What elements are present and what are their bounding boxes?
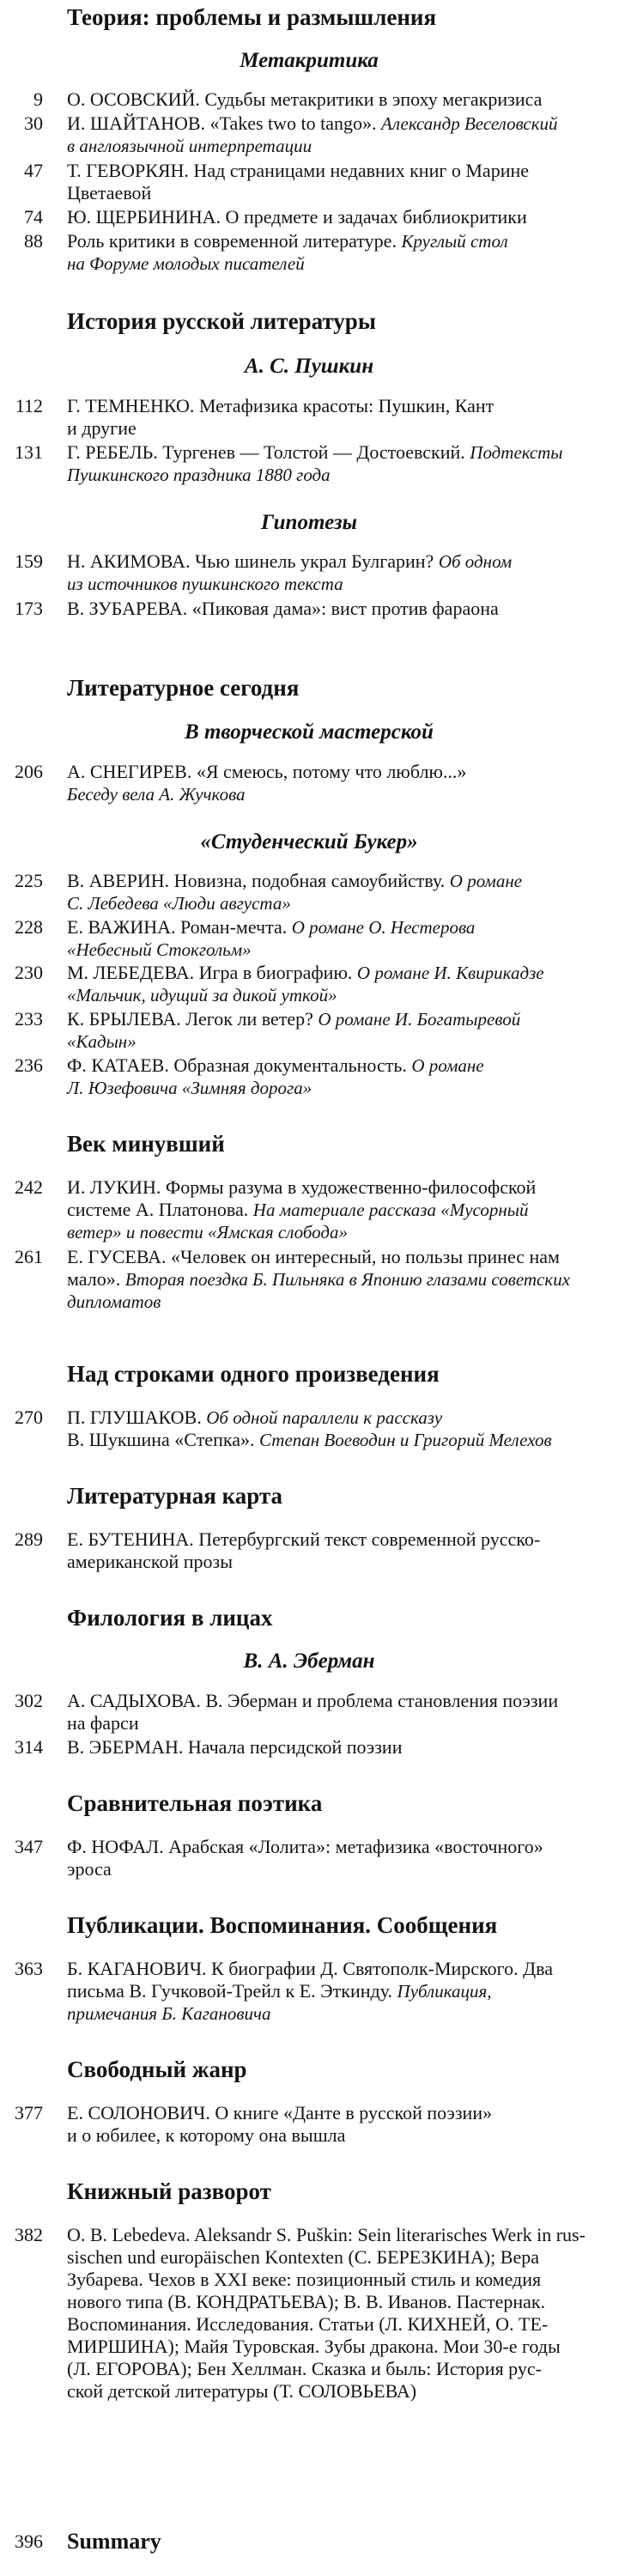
- entry-text: Ю. ЩЕРБИНИНА. О предмете и задачах библиокритики: [67, 206, 527, 228]
- page-number: 225: [15, 870, 43, 891]
- page-number: 396: [15, 2530, 43, 2552]
- section-title-today: Литературное сегодня: [67, 675, 300, 701]
- entry-text: А. СНЕГИРЕВ. «Я смеюсь, потому что люблю...» Беседу вела А. Жучкова: [67, 761, 467, 805]
- page-number: 382: [15, 2224, 43, 2245]
- entry-text: Н. АКИМОВА. Чью шинель украл Булгарин? Об одном из источников пушкинского текста: [67, 550, 513, 594]
- entry-text: Ф. КАТАЕВ. Образная документальность. О романе Л. Юзефовича «Зимняя дорога»: [67, 1054, 484, 1098]
- entry-text: В. ЭБЕРМАН. Начала персидской поэзии: [67, 1736, 403, 1758]
- page-number: 233: [15, 1008, 43, 1030]
- entry-text: М. ЛЕБЕДЕВА. Игра в биографию. О романе И. Квирикадзе «Мальчик, идущий за дикой уткой»: [67, 962, 544, 1005]
- entry-text: Т. ГЕВОРКЯН. Над страницами недавних книг о Марине Цветаевой: [67, 160, 530, 204]
- page-number: 159: [15, 550, 43, 572]
- entry-text: Е. БУТЕНИНА. Петербургский текст современной русско- американской прозы: [67, 1528, 541, 1572]
- page-number: 347: [15, 1836, 43, 1857]
- subsection-title-workshop: В творческой мастерской: [185, 720, 434, 744]
- section-title-book-spread: Книжный разворот: [67, 2178, 271, 2204]
- page-number: 363: [15, 1958, 43, 1979]
- page-number: 88: [24, 230, 43, 252]
- section-title-publications: Публикации. Воспоминания. Сообщения: [67, 1912, 498, 1938]
- section-title-comparative-poetics: Сравнительная поэтика: [67, 1790, 323, 1816]
- page-number: 230: [15, 962, 43, 983]
- entry-text: Г. РЕБЕЛЬ. Тургенев — Толстой — Достоевский. Подтексты Пушкинского праздника 1880 года: [67, 441, 563, 485]
- section-title-philology-faces: Филология в лицах: [67, 1605, 273, 1631]
- subsection-title-hypotheses: Гипотезы: [261, 511, 357, 534]
- entry-text: А. САДЫХОВА. В. Эберман и проблема становления поэзии на фарси: [67, 1690, 559, 1734]
- section-title-theory: Теория: проблемы и размышления: [67, 4, 437, 30]
- entry-text: Роль критики в современной литературе. Круглый стол на Форуме молодых писателей: [67, 230, 508, 274]
- entry-text: И. ЛУКИН. Формы разума в художественно-философской системе А. Платонова. На материале рассказа «Мусорный ветер» и повести «Ямская слобода»: [67, 1176, 537, 1242]
- entry-text: O. B. Lebedeva. Aleksandr S. Puškin: Sein literarisches Werk in rus- sischen und europäischen Kontexten (С. БЕРЕЗКИНА); Вера Зубарева. Чехов в XXI веке: позиционный стиль и комедия нового типа (В. КОНДРАТЬЕВА); В. В. Иванов. Пастернак. Воспоминания. Исследования. Статьи (Л. КИХНЕЙ, О. ТЕ- МИРШИНА); Майя Туровская. Зубы дракона. Мои 30-е годы (Л. ЕГОРОВА); Бен Хеллман. Сказка и быль: История рус- ской детской литературы (Т. СОЛОВЬЕВА): [67, 2224, 585, 2402]
- page-number: 242: [15, 1176, 43, 1198]
- page-number: 289: [15, 1528, 43, 1550]
- page-number: 270: [15, 1406, 43, 1428]
- entry-text: О. ОСОВСКИЙ. Судьбы метакритики в эпоху мегакризиса: [67, 88, 543, 110]
- page-number: 228: [15, 916, 43, 938]
- page-number: 314: [15, 1736, 43, 1758]
- entry-text: П. ГЛУШАКОВ. Об одной параллели к рассказу В. Шукшина «Степка». Степан Воеводин и Григорий Мелехов: [67, 1406, 552, 1450]
- subsection-title-student-booker: «Студенческий Букер»: [200, 830, 418, 854]
- subsection-title-eberman: В. А. Эберман: [243, 1649, 375, 1673]
- page-number: 112: [15, 395, 43, 416]
- section-title-literary-map: Литературная карта: [67, 1483, 282, 1509]
- page-number: 236: [15, 1054, 43, 1076]
- page-number: 9: [33, 88, 43, 110]
- page-number: 377: [15, 2102, 43, 2123]
- entry-text: К. БРЫЛЕВА. Легок ли ветер? О романе И. Богатыревой «Кадын»: [67, 1008, 521, 1052]
- entry-text: Г. ТЕМНЕНКО. Метафизика красоты: Пушкин, Кант и другие: [67, 395, 494, 439]
- page-number: 206: [15, 761, 43, 782]
- entry-text: Б. КАГАНОВИЧ. К биографии Д. Святополк-Мирского. Два письма В. Гучковой-Трейл к Е. Эткинду. Публикация, примечания Б. Кагановича: [67, 1958, 553, 2024]
- entry-text: В. АВЕРИН. Новизна, подобная самоубийству. О романе С. Лебедева «Люди августа»: [67, 870, 523, 914]
- page-number: 173: [15, 598, 43, 619]
- section-title-past-century: Век минувший: [67, 1131, 225, 1157]
- page-number: 261: [15, 1246, 43, 1267]
- section-title-history: История русской литературы: [67, 308, 376, 334]
- entry-text: Е. СОЛОНОВИЧ. О книге «Данте в русской поэзии» и о юбилее, к которому она вышла: [67, 2102, 493, 2146]
- entry-text: И. ШАЙТАНОВ. «Takes two to tango». Александр Веселовский в англоязычной интерпретации: [67, 112, 558, 156]
- page-number: 131: [15, 441, 43, 463]
- summary-title: Summary: [67, 2529, 161, 2554]
- page-number: 302: [15, 1690, 43, 1711]
- page-number: 74: [24, 206, 43, 228]
- page-number: 30: [24, 112, 43, 134]
- entry-text: Е. ВАЖИНА. Роман-мечта. О романе О. Нестерова «Небесный Стокгольм»: [67, 916, 476, 960]
- entry-text: Ф. НОФАЛ. Арабская «Лолита»: метафизика «восточного» эроса: [67, 1836, 543, 1880]
- section-title-over-lines: Над строками одного произведения: [67, 1361, 440, 1387]
- page-number: 47: [24, 160, 43, 181]
- subsection-title-pushkin: А. С. Пушкин: [244, 355, 374, 378]
- entry-text: В. ЗУБАРЕВА. «Пиковая дама»: вист против фараона: [67, 598, 499, 619]
- section-title-free-genre: Свободный жанр: [67, 2057, 247, 2082]
- subsection-title-metacritique: Метакритика: [240, 49, 379, 72]
- entry-text: Е. ГУСЕВА. «Человек он интересный, но пользы принес нам мало». Вторая поездка Б. Пильняка в Японию глазами советских дипломатов: [67, 1246, 571, 1312]
